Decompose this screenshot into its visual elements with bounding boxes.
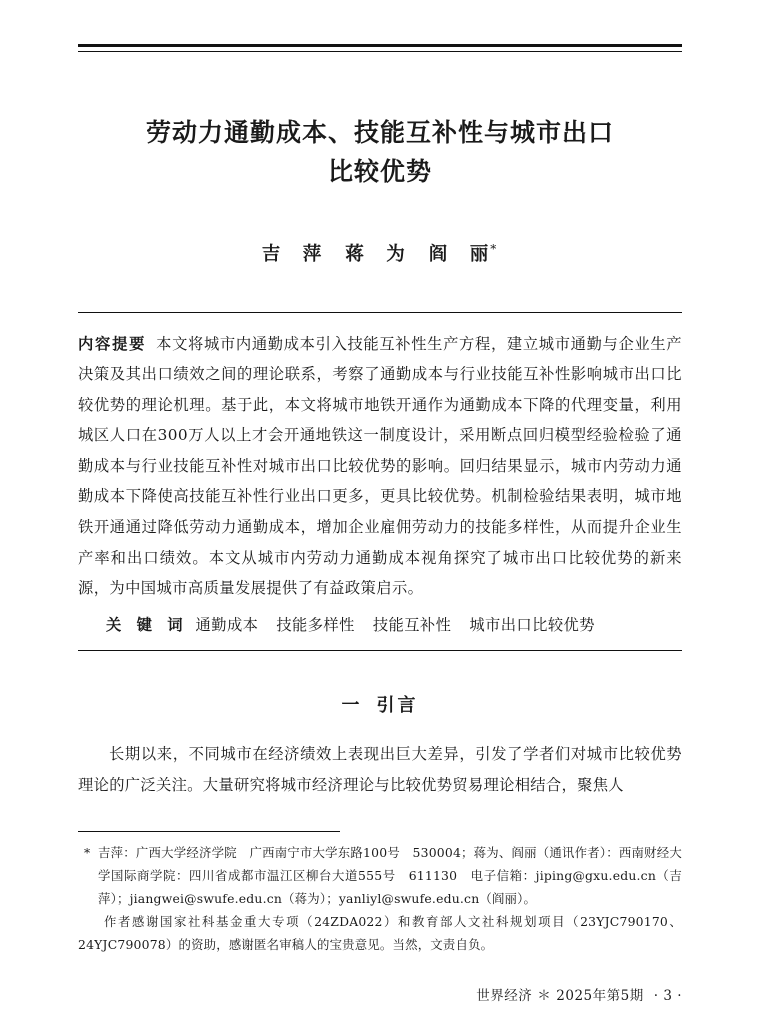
page-footer	[476, 984, 682, 1004]
author-1: 吉 萍	[261, 243, 324, 265]
journal-name: 世界经济	[476, 988, 533, 1004]
footnote-marker: *	[84, 844, 91, 860]
footnotes	[78, 842, 682, 958]
abstract-top-rule	[78, 312, 682, 313]
title-line-1: 劳动力通勤成本、技能互补性与城市出口	[145, 118, 614, 147]
issue-label: 2025年第5期	[556, 988, 644, 1004]
author-footnote-marker: *	[490, 241, 499, 256]
footnote-1	[78, 842, 682, 911]
author-list	[78, 240, 682, 266]
keywords-label: 关 键 词	[106, 615, 188, 634]
footnote-2: 作者感谢国家社科基金重大专项（24ZDA022）和教育部人文社科规划项目（23YJC790170、24YJC790078）的资助，感谢匿名审稿人的宝贵意见。当然，文责自负。	[78, 914, 682, 953]
page-number: · 3 ·	[653, 988, 682, 1004]
footnote-rule	[78, 831, 340, 832]
header-rules	[78, 0, 682, 52]
intro-paragraph: 长期以来，不同城市在经济绩效上表现出巨大差异，引发了学者们对城市比较优势理论的广泛关注。大量研究将城市经济理论与比较优势贸易理论相结合，聚焦人	[78, 745, 682, 795]
keyword-item: 通勤成本	[195, 615, 259, 634]
section-number: 一	[341, 695, 363, 717]
rule-thin	[78, 51, 682, 52]
abstract	[78, 329, 682, 604]
section-title: 引言	[376, 695, 419, 717]
abstract-label: 内容提要	[78, 334, 147, 353]
keyword-item: 技能多样性	[276, 615, 355, 634]
keyword-item: 城市出口比较优势	[469, 615, 595, 634]
keywords	[78, 610, 682, 641]
abstract-bottom-rule	[78, 650, 682, 651]
footnote-1-text: 吉萍：广西大学经济学院 广西南宁市大学东路100号 530004；蒋为、阎丽（通讯作者）：西南财经大学国际商学院：四川省成都市温江区柳台大道555号 611130 电子信箱：jiping@gxu.edu.cn（吉萍）；jiangwei@swufe.edu.cn（蒋为）；yanliyl@swufe.edu.cn（阎丽）。	[98, 844, 682, 906]
author-3: 阎 丽	[428, 243, 491, 265]
page-title	[78, 114, 682, 192]
keyword-item: 技能互补性	[372, 615, 452, 634]
abstract-text: 本文将城市内通勤成本引入技能互补性生产方程，建立城市通勤与企业生产决策及其出口绩效之间的理论联系，考察了通勤成本与行业技能互补性影响城市出口比较优势的理论机理。基于此，本文将城市地铁开通作为通勤成本下降的代理变量，利用城区人口在300万人以上才会开通地铁这一制度设计，采用断点回归模型经验检验了通勤成本与行业技能互补性对城市出口比较优势的影响。回归结果显示，城市内劳动力通勤成本下降使高技能互补性行业出口更多，更具比较优势。机制检验结果表明，城市地铁开通通过降低劳动力通勤成本，增加企业雇佣劳动力的技能多样性，从而提升企业生产率和出口绩效。本文从城市内劳动力通勤成本视角探究了城市出口比较优势的新来源，为中国城市高质量发展提供了有益政策启示。	[78, 334, 682, 598]
footer-star: ＊	[537, 988, 552, 1004]
author-2: 蒋 为	[345, 243, 407, 265]
title-line-2: 比较优势	[327, 156, 432, 186]
section-heading	[78, 691, 682, 717]
rule-thick	[78, 44, 682, 47]
